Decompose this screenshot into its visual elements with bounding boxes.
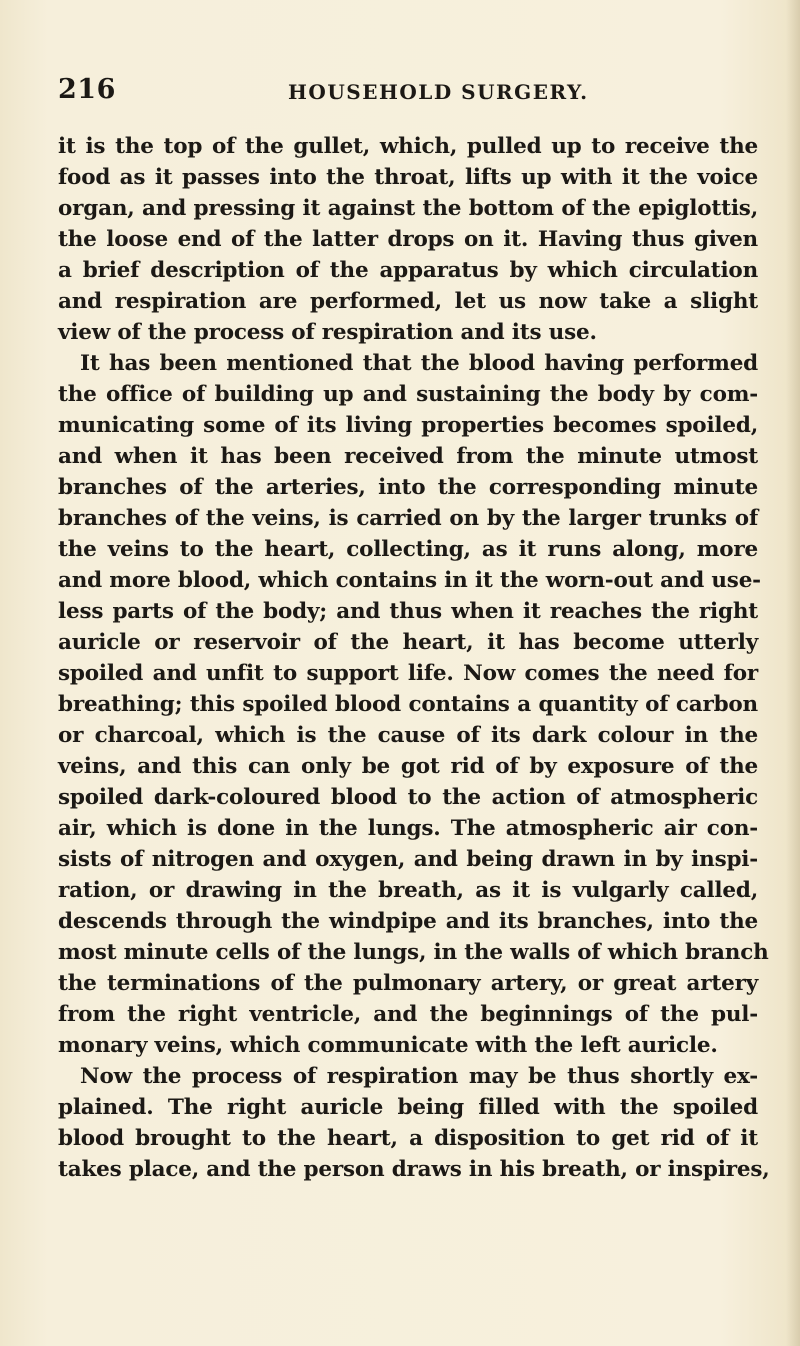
text-line: auricle or reservoir of the heart, it has become utterly [58, 630, 758, 655]
text-line: breathing; this spoiled blood contains a quantity of carbon [58, 692, 758, 717]
text-line: descends through the windpipe and its branches, into the [58, 909, 758, 934]
text-line: view of the process of respiration and its use. [58, 320, 597, 345]
text-line: the terminations of the pulmonary artery, or great artery [58, 971, 758, 996]
text-line: blood brought to the heart, a disposition to get rid of it [58, 1126, 758, 1151]
text-line: veins, and this can only be got rid of by exposure of the [58, 754, 758, 779]
text-line: or charcoal, which is the cause of its dark colour in the [58, 723, 758, 748]
text-line: less parts of the body; and thus when it reaches the right [58, 599, 758, 624]
text-line: spoiled dark-coloured blood to the action of atmospheric [58, 785, 758, 810]
text-line: takes place, and the person draws in his breath, or inspires, [58, 1157, 770, 1182]
text-line: plained. The right auricle being filled with the spoiled [58, 1095, 758, 1120]
paragraph-start-line: Now the process of respiration may be thus shortly ex- [80, 1064, 758, 1089]
text-line: it is the top of the gullet, which, pulled up to receive the [58, 134, 758, 159]
text-line: air, which is done in the lungs. The atmospheric air con- [58, 816, 758, 841]
text-line: and respiration are performed, let us now take a slight [58, 289, 758, 314]
text-line: the office of building up and sustaining the body by com- [58, 382, 758, 407]
page-edge-shadow [786, 0, 800, 1346]
text-line: municating some of its living properties becomes spoiled, [58, 413, 758, 438]
text-line: spoiled and unfit to support life. Now comes the need for [58, 661, 758, 686]
text-line: ration, or drawing in the breath, as it is vulgarly called, [58, 878, 758, 903]
text-line: most minute cells of the lungs, in the walls of which branch [58, 940, 769, 965]
text-line: monary veins, which communicate with the left auricle. [58, 1033, 718, 1058]
paragraph-start-line: It has been mentioned that the blood having performed [80, 351, 758, 376]
text-line: organ, and pressing it against the bottom of the epiglottis, [58, 196, 758, 221]
page-number: 216 [58, 74, 116, 105]
text-line: the veins to the heart, collecting, as it runs along, more [58, 537, 758, 562]
body-text [58, 131, 770, 1185]
text-line: branches of the arteries, into the corresponding minute [58, 475, 758, 500]
text-line: and more blood, which contains in it the worn-out and use- [58, 568, 761, 593]
text-line: sists of nitrogen and oxygen, and being drawn in by inspi- [58, 847, 758, 872]
text-line: a brief description of the apparatus by which circulation [58, 258, 758, 283]
running-head: HOUSEHOLD SURGERY. [288, 80, 589, 104]
text-line: and when it has been received from the minute utmost [58, 444, 758, 469]
text-line: branches of the veins, is carried on by the larger trunks of [58, 506, 758, 531]
page-header [58, 74, 748, 114]
text-line: the loose end of the latter drops on it. Having thus given [58, 227, 758, 252]
text-line: food as it passes into the throat, lifts up with it the voice [58, 165, 758, 190]
text-line: from the right ventricle, and the beginnings of the pul- [58, 1002, 758, 1027]
